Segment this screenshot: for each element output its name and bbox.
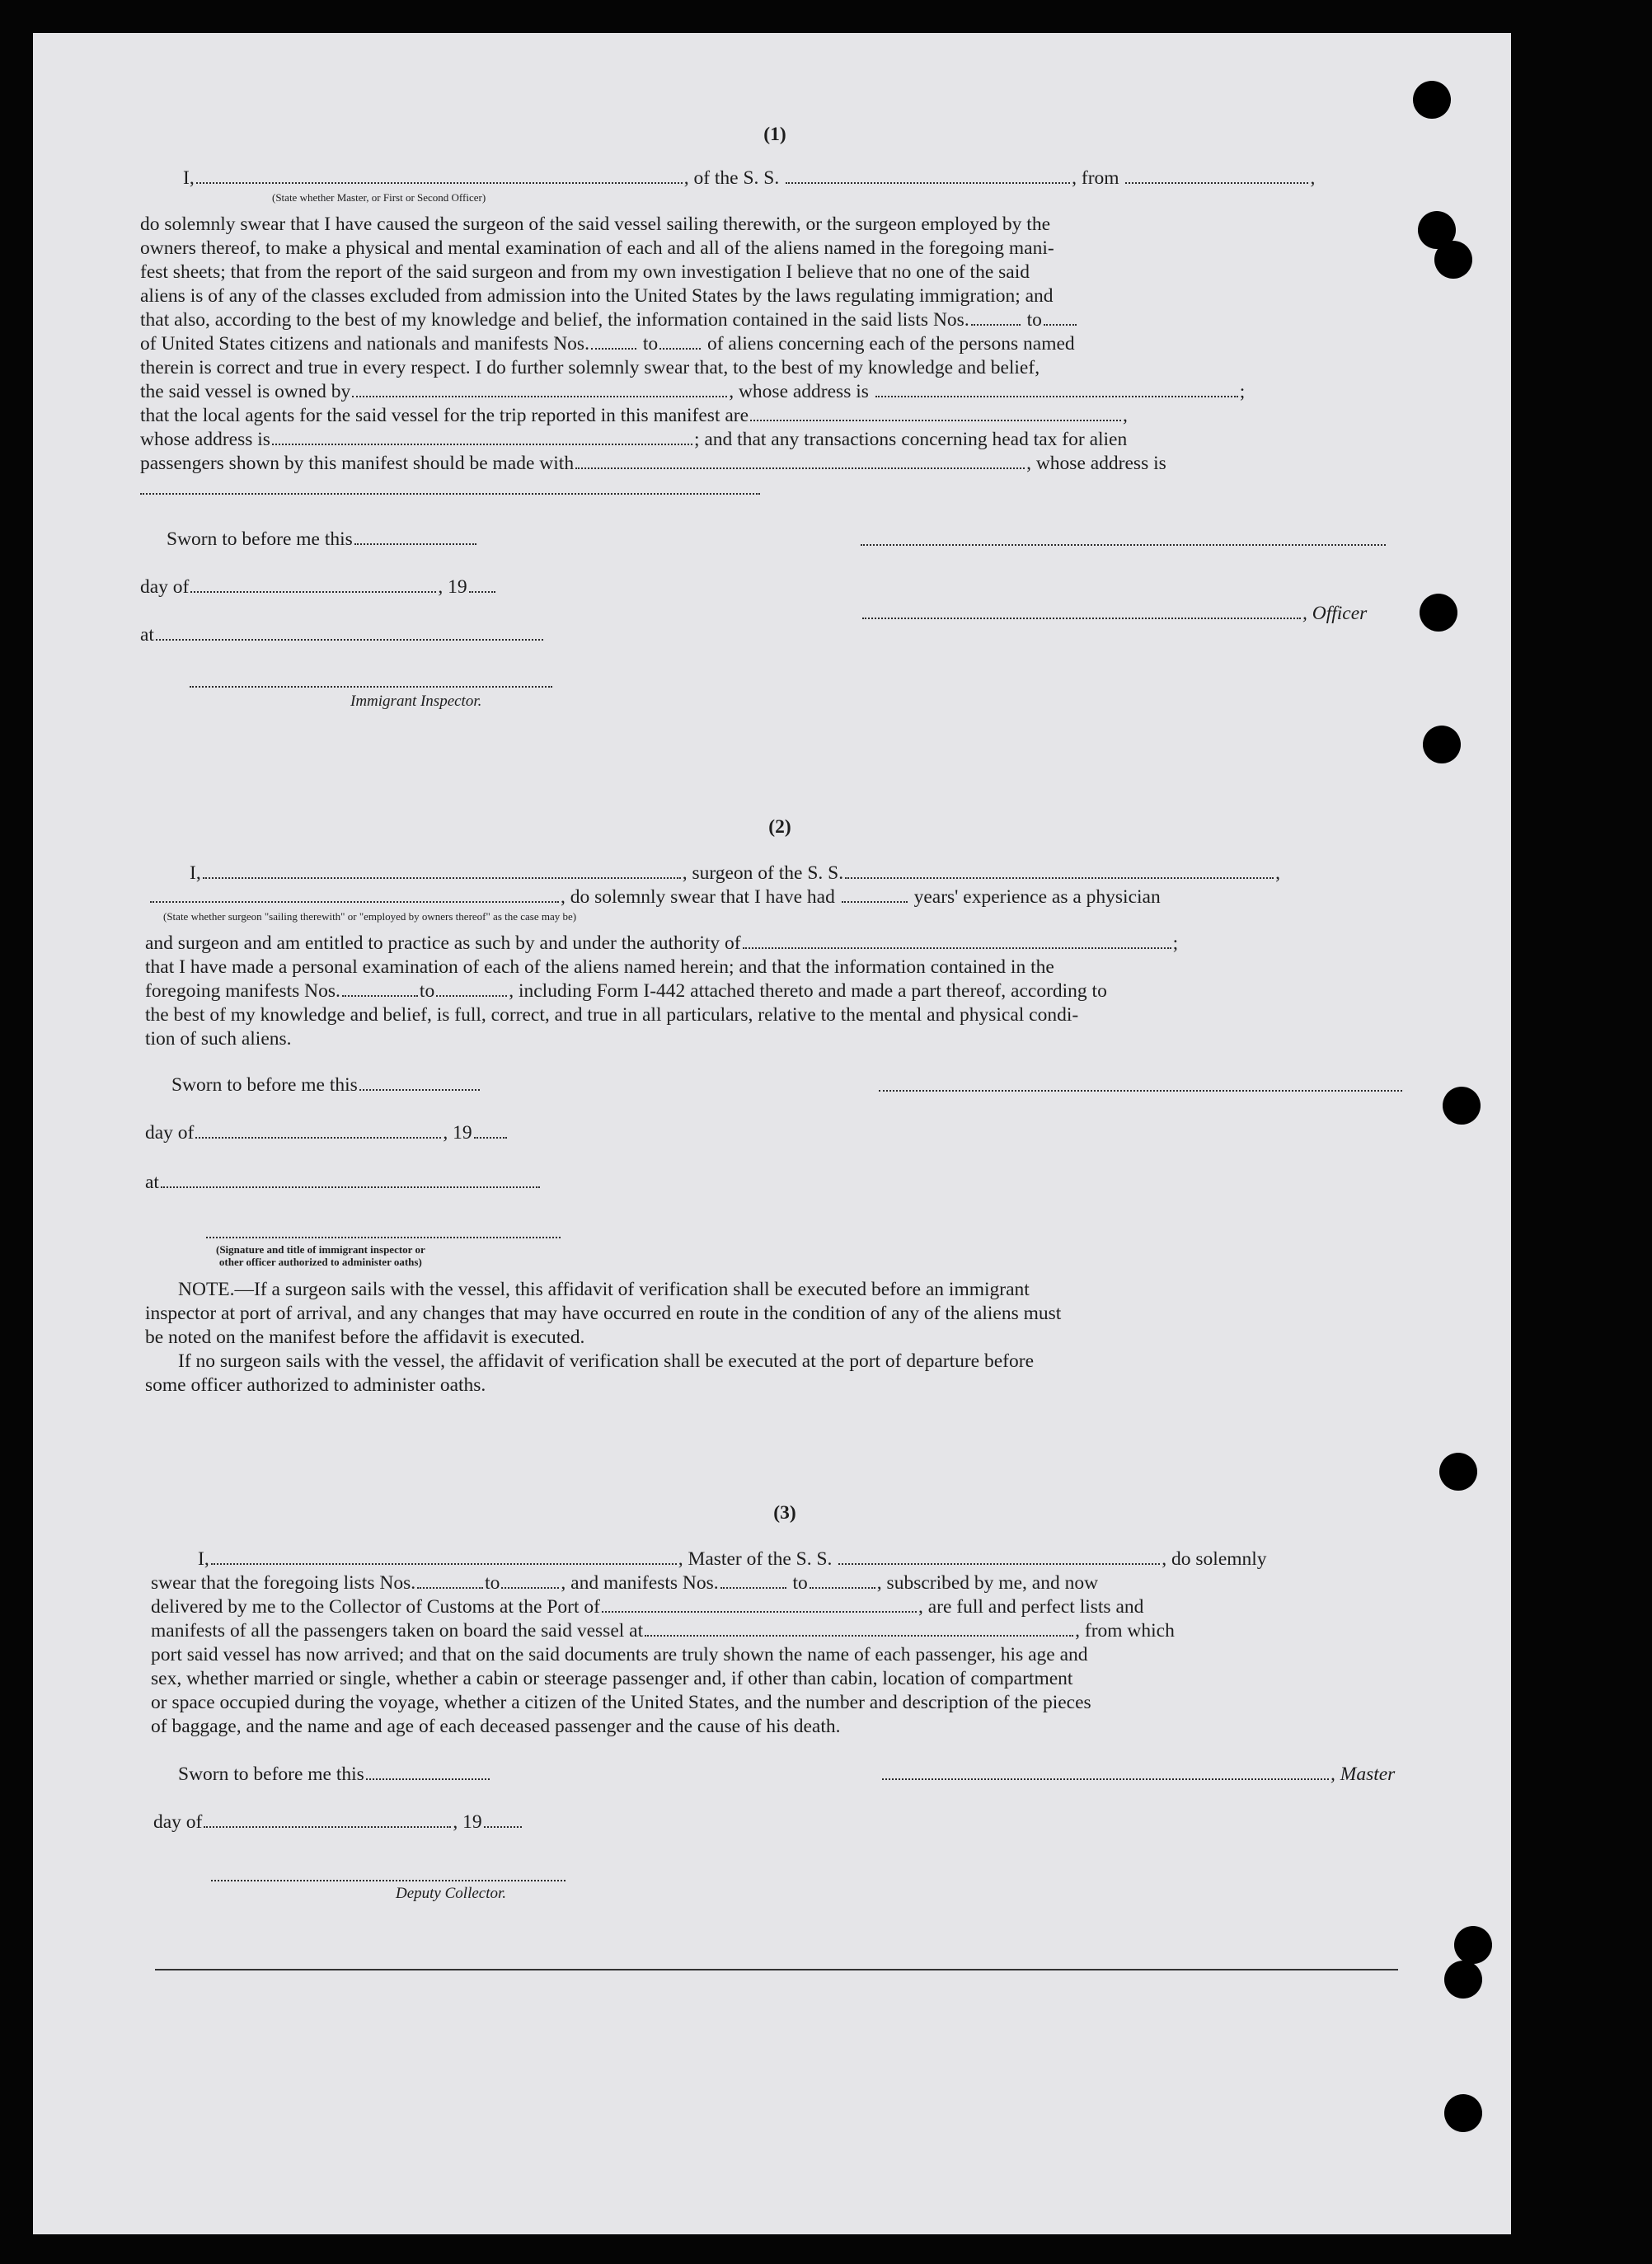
blank-month[interactable] [190,575,436,593]
blank-vessel-name[interactable] [786,167,1070,184]
signature-line-master-3[interactable] [882,1763,1329,1780]
sec1-para-line: that the local agents for the said vessel for the trip reported in this manifest are , [140,405,1128,426]
sec2-day-of: day of , 19 [145,1121,509,1145]
sec2-para-line: foregoing manifests Nos. to , including Form I-442 attached thereto and made a part thereof, according to [145,980,1107,1002]
sec3-day-of: day of , 19 [153,1811,523,1834]
blank-sworn-day[interactable] [354,528,476,545]
blank-owner-address[interactable] [875,380,1238,397]
caption-surgeon-status: (State whether surgeon "sailing therewith" or "employed by owners thereof" as the case may be) [163,910,577,923]
section-3-number: (3) [773,1502,796,1524]
sec2-line-I: I, , surgeon of the S. S. , [190,862,1280,884]
sec2-line-2: , do solemnly swear that I have had years' experience as a physician [148,885,1161,909]
caption-officer-rank: (State whether Master, or First or Second Officer) [272,191,486,204]
sec2-sworn: Sworn to before me this [171,1073,481,1097]
note-line: NOTE.—If a surgeon sails with the vessel, this affidavit of verification shall be executed before an immigrant [178,1279,1030,1300]
punch-hole [1443,1087,1481,1125]
sec2-at: at [145,1171,542,1195]
sec1-sworn: Sworn to before me this [167,528,478,552]
punch-hole [1444,1961,1482,1999]
blank-head-tax-address[interactable] [140,493,760,495]
blank-vessel-name-3[interactable] [838,1548,1160,1565]
blank-sworn-day-2[interactable] [359,1073,480,1091]
blank-surgeon-name[interactable] [203,862,681,879]
blank-lists-from-3[interactable] [417,1571,483,1589]
signature-line-inspector-2[interactable] [206,1237,561,1238]
blank-at-place[interactable] [156,623,543,641]
sec1-officer: , Officer [861,602,1367,626]
blank-list-from[interactable] [971,308,1021,326]
blank-port[interactable] [602,1595,917,1613]
sec3-para-line: port said vessel has now arrived; and that on the said documents are truly shown the name of each passenger, his age and [151,1644,1088,1665]
blank-master-name[interactable] [211,1548,677,1565]
section-2-number: (2) [768,816,791,838]
sec3-para-line: or space occupied during the voyage, whether a citizen of the United States, and the number and description of the pieces [151,1692,1091,1713]
sec2-para-line: and surgeon and am entitled to practice as such by and under the authority of ; [145,932,1179,954]
punch-hole [1423,726,1461,763]
punch-hole [1434,241,1472,279]
sec3-para-line: swear that the foregoing lists Nos. to , and manifests Nos. to , subscribed by me, and now [151,1572,1099,1594]
blank-year[interactable] [469,575,495,593]
sec1-para-line: do solemnly swear that I have caused the surgeon of the said vessel sailing therewith, or the surgeon employed by the [140,214,1051,235]
bottom-rule [155,1969,1398,1970]
section-1-number: (1) [763,124,786,145]
note-line: some officer authorized to administer oaths. [145,1374,486,1396]
sec1-line-I: I, , of the S. S. , from , [183,167,1316,189]
blank-lists-to-3[interactable] [501,1571,559,1589]
sec3-para-line: sex, whether married or single, whether a cabin or steerage passenger and, if other than cabin, location of compartment [151,1668,1073,1689]
blank-authority[interactable] [743,932,1171,949]
note-line: inspector at port of arrival, and any changes that may have occurred en route in the condition of any of the aliens must [145,1303,1062,1324]
punch-hole [1413,81,1451,119]
document-page [33,33,1511,2234]
blank-boarding-port[interactable] [645,1619,1073,1637]
blank-head-tax-party[interactable] [575,452,1025,469]
sec1-para-line: owners thereof, to make a physical and mental examination of each and all of the aliens named in the foregoing mani- [140,237,1054,259]
sec1-para-line: aliens is of any of the classes excluded from admission into the United States by the laws regulating immigration; and [140,285,1054,307]
sec1-para-line: that also, according to the best of my knowledge and belief, the information contained in the said lists Nos. to [140,308,1078,332]
punch-hole [1454,1926,1492,1964]
blank-local-agents[interactable] [750,404,1121,421]
blank-list-to[interactable] [1044,308,1077,326]
signature-line-collector[interactable] [211,1880,566,1881]
blank-owner[interactable] [352,380,727,397]
blank-agents-address[interactable] [272,428,692,445]
signature-line-officer[interactable] [862,602,1301,619]
signature-line-surgeon[interactable] [879,1090,1402,1092]
blank-manifest-to-3[interactable] [810,1571,875,1589]
sec1-para-line: whose address is ; and that any transactions concerning head tax for alien [140,429,1128,450]
signature-line-inspector[interactable] [190,686,552,688]
blank-years[interactable] [842,885,908,903]
sec1-para-line: fest sheets; that from the report of the said surgeon and from my own investigation I believe that no one of the said [140,261,1030,283]
sec1-para-line: passengers shown by this manifest should be made with , whose address is [140,453,1166,474]
sec3-para-line: delivered by me to the Collector of Customs at the Port of , are full and perfect lists and [151,1596,1144,1618]
sec3-line-I: I, , Master of the S. S. , do solemnly [198,1548,1267,1570]
blank-year-3[interactable] [484,1811,522,1828]
blank-at-place-2[interactable] [161,1171,540,1188]
sec3-sworn: Sworn to before me this [178,1763,491,1787]
blank-officer-name[interactable] [196,167,683,184]
blank-month-2[interactable] [195,1121,441,1139]
blank-month-3[interactable] [204,1811,451,1828]
blank-sworn-day-3[interactable] [366,1763,490,1780]
sec2-para-line: the best of my knowledge and belief, is full, correct, and true in all particulars, relative to the mental and physical condi- [145,1004,1079,1026]
punch-hole [1420,594,1457,632]
sec1-day-of: day of , 19 [140,575,497,599]
sec1-at: at [140,623,545,647]
blank-manifest-from-3[interactable] [720,1571,786,1589]
blank-manifest-from[interactable] [591,332,636,350]
blank-manifest-from-2[interactable] [342,979,418,997]
sec1-para-line: the said vessel is owned by , whose address is ; [140,381,1246,402]
blank-manifest-to-2[interactable] [436,979,507,997]
punch-hole [1439,1453,1477,1491]
blank-surgeon-status[interactable] [150,885,559,903]
sec3-master: , Master [880,1763,1395,1787]
sec2-para-line: that I have made a personal examination of each of the aliens named herein; and that the information contained in the [145,956,1054,978]
sec1-para-line: of United States citizens and nationals and manifests Nos. to of aliens concerning each of the persons named [140,333,1075,355]
note-line: If no surgeon sails with the vessel, the affidavit of verification shall be executed at the port of departure before [178,1350,1034,1372]
blank-from-port[interactable] [1125,167,1308,184]
signature-line-master[interactable] [861,544,1386,546]
blank-vessel-name-2[interactable] [845,862,1274,879]
label-immigrant-inspector: Immigrant Inspector. [350,693,482,710]
sec3-para-line: manifests of all the passengers taken on board the said vessel at , from which [151,1620,1175,1642]
punch-hole [1444,2094,1482,2132]
sec1-para-line: therein is correct and true in every respect. I do further solemnly swear that, to the best of my knowledge and belief, [140,357,1040,378]
caption-signature-title: (Signature and title of immigrant inspector or other officer authorized to administer oaths) [216,1243,425,1268]
blank-manifest-to[interactable] [659,332,701,350]
label-deputy-collector: Deputy Collector. [396,1885,507,1902]
sec3-para-line: of baggage, and the name and age of each deceased passenger and the cause of his death. [151,1716,841,1737]
note-line: be noted on the manifest before the affidavit is executed. [145,1327,585,1348]
sec2-para-line: tion of such aliens. [145,1028,292,1050]
blank-year-2[interactable] [474,1121,507,1139]
